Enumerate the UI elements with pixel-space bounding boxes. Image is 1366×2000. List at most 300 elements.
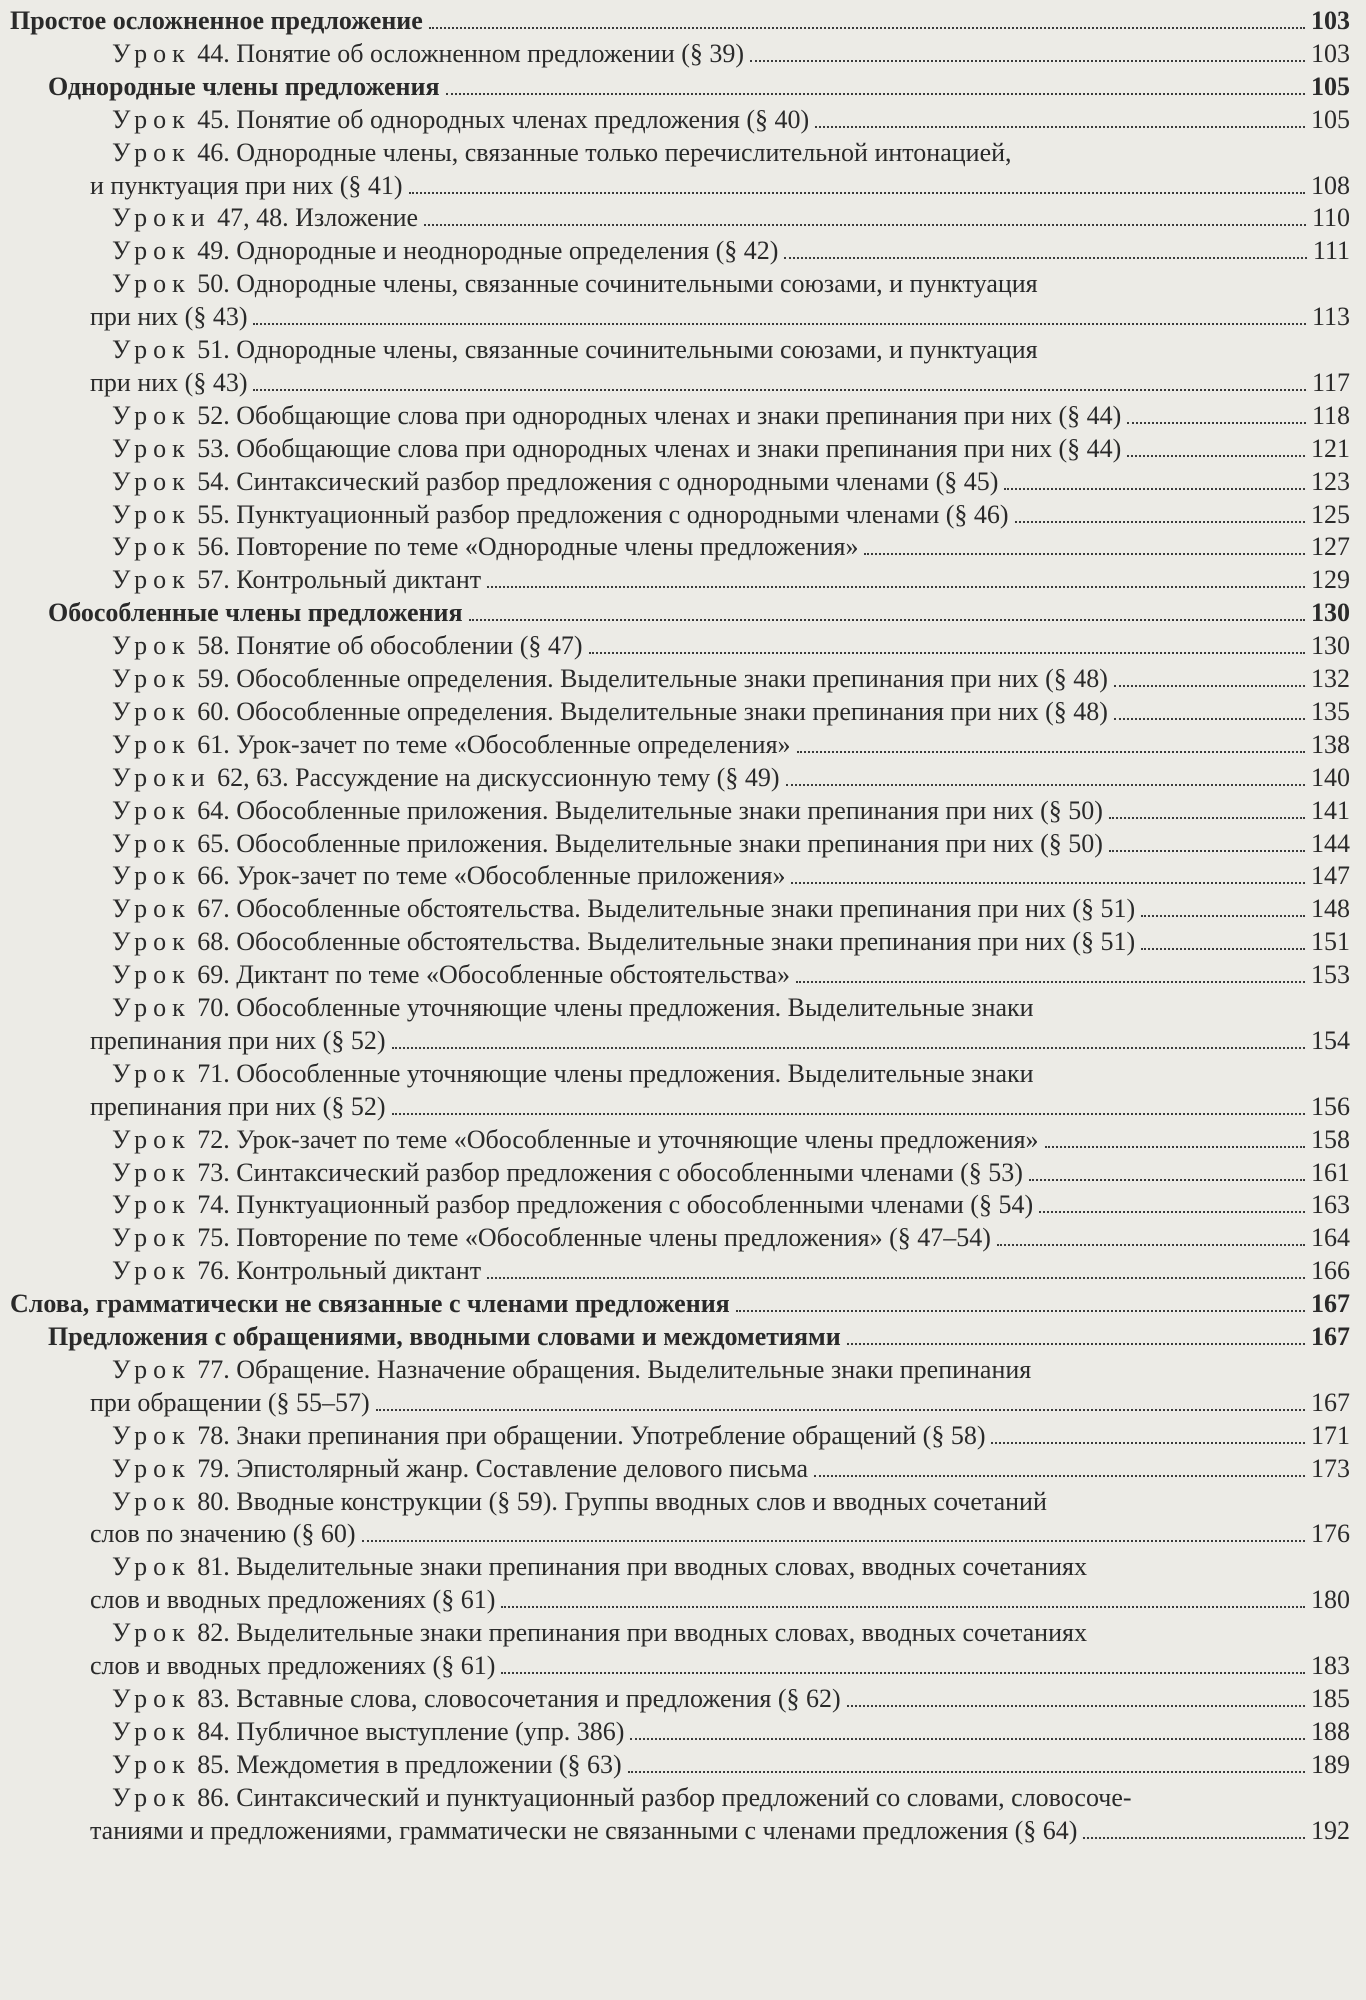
lesson-text — [112, 861, 785, 891]
lesson-label: Урок — [112, 861, 191, 891]
lesson-label: Урок — [112, 1782, 191, 1812]
leader-dots — [796, 981, 1305, 983]
lesson-number: 78. — [197, 1420, 230, 1450]
lesson-label: Урок — [112, 1223, 191, 1253]
lesson-text — [112, 401, 1121, 431]
page-number: 118 — [1311, 400, 1350, 430]
lesson-title: Синтаксический разбор предложения с обособленными членами (§ 53) — [236, 1157, 1023, 1187]
page-number: 176 — [1311, 1519, 1350, 1549]
lesson-text — [112, 1355, 1031, 1384]
page-number: 138 — [1311, 729, 1350, 759]
lesson-title-cont: и пунктуация при них (§ 41) — [90, 170, 403, 200]
lesson-text — [112, 236, 778, 266]
page-number: 158 — [1311, 1124, 1350, 1154]
lesson-text — [112, 927, 1135, 957]
lesson-title-cont: при них (§ 43) — [90, 302, 248, 332]
lesson-label: Урок — [112, 927, 191, 957]
lesson-title-cont: слов и вводных предложениях (§ 61) — [90, 1651, 496, 1680]
lesson-number: 52. — [197, 400, 230, 430]
lesson-text — [112, 1125, 1039, 1155]
lesson-title: Повторение по теме «Обособленные члены предложения» (§ 47–54) — [236, 1223, 991, 1253]
lesson-label: Урок — [112, 38, 191, 68]
lesson-number: 85. — [197, 1749, 230, 1779]
lesson-label: Урок — [112, 532, 191, 562]
lesson-label: Урок — [112, 1683, 191, 1713]
section-title: Однородные члены предложения — [48, 71, 440, 101]
lesson-label: Урок — [112, 466, 191, 496]
lesson-title: Изложение — [295, 203, 419, 233]
lesson-text — [112, 796, 1103, 826]
toc-line — [112, 236, 1350, 266]
lesson-label: Урок — [112, 236, 191, 266]
toc-line — [112, 1256, 1350, 1286]
page-number: 167 — [1311, 1322, 1350, 1351]
page-number: 105 — [1311, 71, 1350, 101]
leader-dots — [1083, 1837, 1305, 1839]
lesson-label: Урок — [112, 1256, 191, 1286]
lesson-text — [112, 730, 791, 760]
lesson-text — [112, 1454, 808, 1484]
lesson-text — [112, 631, 583, 661]
lesson-number: 64. — [197, 795, 230, 825]
lesson-text — [112, 105, 809, 135]
lesson-title: Диктант по теме «Обособленные обстоятельства» — [236, 960, 790, 990]
lesson-title: Рассуждение на дискуссионную тему (§ 49) — [295, 762, 780, 792]
lesson-title: Обращение. Назначение обращения. Выделительные знаки препинания — [236, 1354, 1032, 1384]
page-number: 108 — [1311, 170, 1350, 200]
lesson-title: Понятие об однородных членах предложения (§ 40) — [236, 104, 810, 134]
page-number: 103 — [1311, 38, 1350, 68]
lesson-title: Выделительные знаки препинания при вводных словах, вводных сочетаниях — [236, 1552, 1087, 1582]
page-number: 163 — [1311, 1190, 1350, 1220]
lesson-label: Урок — [112, 400, 191, 430]
lesson-label: Урок — [112, 335, 191, 364]
lesson-number: 55. — [197, 499, 230, 529]
page-number: 129 — [1311, 565, 1350, 595]
leader-dots — [376, 1409, 1305, 1411]
page-number: 103 — [1311, 6, 1350, 35]
leader-dots — [847, 1705, 1305, 1707]
lesson-title: Вставные слова, словосочетания и предложения (§ 62) — [236, 1683, 841, 1713]
lesson-label: Урок — [112, 993, 191, 1022]
toc-line — [48, 72, 1350, 102]
toc-line — [10, 1289, 1350, 1319]
page-number: 185 — [1311, 1683, 1350, 1713]
lesson-number: 77. — [197, 1354, 230, 1384]
page-number: 167 — [1311, 1289, 1350, 1319]
lesson-text — [112, 467, 998, 497]
toc-line — [112, 1783, 1132, 1813]
lesson-text — [112, 1223, 991, 1253]
lesson-number: 69. — [197, 960, 230, 990]
lesson-title: Междометия в предложении (§ 63) — [236, 1749, 622, 1779]
page-number: 135 — [1311, 696, 1350, 726]
lesson-label: Урок — [112, 1190, 191, 1220]
page-number: 171 — [1311, 1420, 1350, 1450]
toc-line — [112, 401, 1350, 431]
lesson-title: Эпистолярный жанр. Составление делового письма — [236, 1453, 809, 1483]
lesson-number: 60. — [197, 696, 230, 726]
toc-line — [112, 796, 1350, 826]
lesson-title: Обособленные приложения. Выделительные знаки препинания при них (§ 50) — [236, 828, 1103, 858]
section-title: Слова, грамматически не связанные с членами предложения — [10, 1289, 730, 1319]
leader-dots — [1045, 1146, 1305, 1148]
lesson-title: Обособленные приложения. Выделительные знаки препинания при них (§ 50) — [236, 795, 1103, 825]
lesson-text — [112, 335, 1038, 364]
leader-dots — [1109, 817, 1305, 819]
lesson-number: 44. — [197, 38, 230, 68]
lesson-title: Понятие об обособлении (§ 47) — [236, 631, 583, 661]
page-number: 156 — [1311, 1091, 1350, 1121]
lesson-title: Однородные члены, связанные только перечислительной интонацией, — [236, 137, 1012, 167]
lesson-label: Урок — [112, 1157, 191, 1187]
page-number: 188 — [1311, 1716, 1350, 1746]
page-number: 125 — [1311, 499, 1350, 529]
lesson-label: Урок — [112, 269, 191, 299]
lesson-number: 62, 63. — [217, 762, 289, 792]
lesson-title-cont: при обращении (§ 55–57) — [90, 1387, 370, 1417]
lesson-label: Урок — [112, 499, 191, 529]
section-title: Обособленные члены предложения — [48, 598, 463, 628]
page-number: 173 — [1311, 1453, 1350, 1483]
page-number: 183 — [1311, 1651, 1350, 1680]
toc-line — [112, 434, 1350, 464]
lesson-number: 71. — [197, 1058, 230, 1088]
leader-dots — [797, 751, 1305, 753]
toc-line — [90, 1651, 1350, 1681]
toc-line — [90, 1816, 1350, 1846]
lesson-title: Синтаксический разбор предложения с однородными членами (§ 45) — [236, 466, 999, 496]
page-number: 161 — [1311, 1157, 1350, 1187]
lesson-text — [112, 565, 481, 595]
lesson-text — [112, 763, 780, 793]
lesson-number: 67. — [197, 894, 230, 924]
toc-line — [112, 1190, 1350, 1220]
toc-line — [112, 532, 1350, 562]
lesson-title: Синтаксический и пунктуационный разбор предложений со словами, словосоче- — [236, 1782, 1132, 1812]
page-number: 117 — [1311, 367, 1350, 397]
toc-line — [112, 1355, 1031, 1385]
leader-dots — [1127, 422, 1306, 424]
leader-dots — [501, 1672, 1305, 1674]
lesson-number: 46. — [197, 137, 230, 167]
page-number: 111 — [1312, 236, 1350, 266]
leader-dots — [362, 1540, 1305, 1542]
leader-dots — [253, 389, 1305, 391]
lesson-text — [112, 532, 858, 562]
page-number: 121 — [1311, 433, 1350, 463]
leader-dots — [1114, 685, 1305, 687]
lesson-number: 76. — [197, 1256, 230, 1286]
leader-dots — [589, 652, 1305, 654]
page-number: 110 — [1311, 203, 1350, 233]
lesson-number: 86. — [197, 1782, 230, 1812]
leader-dots — [1141, 948, 1305, 950]
toc-line — [112, 829, 1350, 859]
leader-dots — [1039, 1211, 1305, 1213]
lesson-title-cont: препинания при них (§ 52) — [90, 1025, 386, 1055]
leader-dots — [1127, 455, 1305, 457]
lesson-text — [112, 1059, 1034, 1088]
leader-dots — [469, 619, 1305, 621]
toc-line — [48, 598, 1350, 628]
lesson-text — [112, 203, 418, 233]
toc-line — [112, 861, 1350, 891]
lesson-text — [112, 993, 1034, 1022]
lesson-label: Урок — [112, 1124, 191, 1154]
toc-line — [112, 565, 1350, 595]
leader-dots — [1029, 1179, 1305, 1181]
page-number: 132 — [1311, 664, 1350, 693]
lesson-label: Урок — [112, 696, 191, 726]
lesson-number: 50. — [197, 269, 230, 299]
lesson-number: 49. — [197, 236, 230, 266]
lesson-number: 65. — [197, 828, 230, 858]
page-number: 189 — [1311, 1749, 1350, 1779]
toc-line — [112, 763, 1350, 793]
toc-line — [112, 203, 1350, 233]
lesson-number: 84. — [197, 1716, 230, 1746]
lesson-number: 68. — [197, 927, 230, 957]
leader-dots — [1114, 718, 1305, 720]
toc-line — [112, 1750, 1350, 1780]
lesson-title-cont: слов и вводных предложениях (§ 61) — [90, 1585, 496, 1615]
lesson-title: Обособленные обстоятельства. Выделительные знаки препинания при них (§ 51) — [236, 894, 1136, 924]
toc-line — [112, 138, 1012, 168]
lesson-title: Повторение по теме «Однородные члены предложения» — [236, 532, 859, 562]
lesson-label: Урок — [112, 137, 191, 167]
lesson-label: Урок — [112, 1486, 191, 1516]
lesson-title: Обособленные уточняющие члены предложения. Выделительные знаки — [236, 993, 1034, 1022]
lesson-number: 75. — [197, 1223, 230, 1253]
lesson-title: Однородные члены, связанные сочинительными союзами, и пунктуация — [236, 269, 1038, 299]
lesson-text — [112, 269, 1038, 298]
toc-line — [112, 1158, 1350, 1188]
lesson-label: Урок — [112, 729, 191, 759]
lesson-text — [112, 138, 1012, 167]
lesson-label: Урок — [112, 828, 191, 858]
lesson-title: Пунктуационный разбор предложения с обособленными членами (§ 54) — [236, 1190, 1034, 1220]
leader-dots — [1109, 850, 1305, 852]
lesson-title: Обособленные определения. Выделительные знаки препинания при них (§ 48) — [236, 664, 1108, 693]
leader-dots — [392, 1047, 1306, 1049]
toc-line — [90, 1092, 1350, 1122]
lesson-text — [112, 829, 1103, 859]
lesson-text — [112, 664, 1108, 694]
leader-dots — [791, 882, 1305, 884]
leader-dots — [446, 93, 1305, 95]
leader-dots — [736, 1310, 1305, 1312]
lesson-label: Урок — [112, 960, 191, 990]
toc-line — [112, 993, 1034, 1023]
leader-dots — [487, 1277, 1305, 1279]
page-number: 113 — [1311, 302, 1350, 332]
page-number: 130 — [1311, 631, 1350, 661]
page-number: 192 — [1311, 1815, 1350, 1845]
page-number: 144 — [1311, 828, 1350, 858]
section-title: Предложения с обращениями, вводными словами и междометиями — [48, 1322, 841, 1351]
lesson-title-cont: препинания при них (§ 52) — [90, 1091, 386, 1121]
lesson-text — [112, 1552, 1087, 1581]
lesson-label: Урок — [112, 894, 191, 924]
toc-line — [90, 302, 1350, 332]
lesson-number: 81. — [197, 1552, 230, 1582]
page-number: 127 — [1311, 532, 1350, 562]
lesson-title: Обособленные уточняющие члены предложения. Выделительные знаки — [236, 1058, 1034, 1088]
toc-line — [112, 1125, 1350, 1155]
lesson-text — [112, 1158, 1023, 1188]
toc-line — [90, 1585, 1350, 1615]
lesson-title: Урок-зачет по теме «Обособленные определения» — [236, 729, 791, 759]
lesson-label: Урок — [112, 1420, 191, 1450]
leader-dots — [784, 257, 1307, 259]
lesson-text — [112, 1256, 481, 1286]
toc-line — [90, 1519, 1350, 1549]
toc-line — [112, 894, 1350, 924]
toc-line — [90, 1026, 1350, 1056]
leader-dots — [253, 323, 1305, 325]
lesson-text — [112, 39, 744, 69]
lesson-title: Обособленные обстоятельства. Выделительные знаки препинания при них (§ 51) — [236, 927, 1136, 957]
page-number: 141 — [1311, 795, 1350, 825]
lesson-number: 56. — [197, 532, 230, 562]
toc-line — [90, 368, 1350, 398]
lesson-label: Урок — [112, 1716, 191, 1746]
lesson-text — [112, 500, 1009, 530]
lesson-title: Однородные и неоднородные определения (§ 42) — [236, 236, 779, 266]
toc-line — [112, 631, 1350, 661]
leader-dots — [1141, 915, 1305, 917]
leader-dots — [786, 784, 1306, 786]
lesson-label: Урок — [112, 433, 191, 463]
leader-dots — [392, 1113, 1306, 1115]
lesson-title: Обобщающие слова при однородных членах и знаки препинания при них (§ 44) — [236, 433, 1122, 463]
lesson-label: Урок — [112, 565, 191, 595]
toc-line — [112, 730, 1350, 760]
leader-dots — [409, 192, 1305, 194]
lesson-text — [112, 434, 1121, 464]
page-number: 180 — [1311, 1585, 1350, 1615]
page-number: 140 — [1311, 762, 1350, 792]
lesson-text — [112, 1618, 1087, 1647]
lesson-label: Урок — [112, 104, 191, 134]
lesson-label: Урок — [112, 1749, 191, 1779]
toc-line — [112, 335, 1038, 365]
page-number: 151 — [1311, 927, 1350, 957]
lesson-number: 51. — [197, 335, 230, 364]
lesson-title: Выделительные знаки препинания при вводных словах, вводных сочетаниях — [236, 1618, 1087, 1648]
toc-line — [112, 1684, 1350, 1714]
lesson-label: Урок — [112, 631, 191, 661]
section-title: Простое осложненное предложение — [10, 6, 423, 35]
toc-line — [112, 960, 1350, 990]
lesson-label: Урок — [112, 1453, 191, 1483]
lesson-title: Обобщающие слова при однородных членах и знаки препинания при них (§ 44) — [236, 400, 1122, 430]
page-number: 164 — [1311, 1223, 1350, 1253]
toc-line — [112, 39, 1350, 69]
lesson-text — [112, 894, 1135, 924]
toc-line — [112, 105, 1350, 135]
leader-dots — [815, 126, 1305, 128]
lesson-title: Контрольный диктант — [236, 1256, 482, 1286]
lesson-text — [112, 960, 790, 990]
lesson-number: 83. — [197, 1683, 230, 1713]
lesson-number: 80. — [197, 1486, 230, 1516]
lesson-number: 73. — [197, 1157, 230, 1187]
lesson-number: 45. — [197, 104, 230, 134]
leader-dots — [864, 553, 1305, 555]
toc-line — [112, 664, 1350, 694]
leader-dots — [1004, 488, 1305, 490]
toc-line — [112, 1552, 1087, 1582]
lesson-number: 59. — [197, 664, 230, 693]
page-number: 123 — [1311, 466, 1350, 496]
lesson-number: 82. — [197, 1618, 230, 1648]
page-number: 167 — [1311, 1387, 1350, 1417]
lesson-number: 72. — [197, 1124, 230, 1154]
page-number: 154 — [1311, 1025, 1350, 1055]
toc-line — [90, 171, 1350, 201]
lesson-label: Урок — [112, 1354, 191, 1384]
lesson-label: Урок — [112, 1058, 191, 1088]
lesson-number: 66. — [197, 861, 230, 891]
toc-line — [112, 467, 1350, 497]
lesson-text — [112, 1190, 1033, 1220]
toc-line — [112, 1618, 1087, 1648]
lesson-text — [112, 1783, 1132, 1812]
toc-line — [90, 1388, 1350, 1418]
leader-dots — [847, 1343, 1305, 1345]
toc-line — [112, 927, 1350, 957]
lesson-title: Обособленные определения. Выделительные знаки препинания при них (§ 48) — [236, 696, 1108, 726]
toc-line — [112, 697, 1350, 727]
toc-line — [112, 1059, 1034, 1089]
leader-dots — [814, 1475, 1305, 1477]
leader-dots — [997, 1244, 1305, 1246]
lesson-text — [112, 1750, 622, 1780]
lesson-number: 79. — [197, 1453, 230, 1483]
leader-dots — [501, 1606, 1305, 1608]
lesson-number: 47, 48. — [217, 203, 289, 233]
page-number: 105 — [1311, 104, 1350, 134]
leader-dots — [630, 1738, 1305, 1740]
toc-line — [112, 269, 1038, 299]
page-number: 148 — [1311, 894, 1350, 924]
lesson-text — [112, 1684, 841, 1714]
lesson-title-cont: при них (§ 43) — [90, 367, 248, 397]
toc-line — [112, 1487, 1047, 1517]
lesson-number: 61. — [197, 729, 230, 759]
lesson-text — [112, 697, 1108, 727]
lesson-text — [112, 1717, 624, 1747]
toc-line — [112, 1223, 1350, 1253]
lesson-number: 57. — [197, 565, 230, 595]
lesson-title: Контрольный диктант — [236, 565, 482, 595]
leader-dots — [1015, 521, 1305, 523]
lesson-label: Урок — [112, 1618, 191, 1648]
lesson-number: 53. — [197, 433, 230, 463]
lesson-title-cont: таниями и предложениями, грамматически не связанными с членами предложения (§ 64) — [90, 1815, 1078, 1845]
lesson-label: Уроки — [112, 762, 211, 792]
lesson-title-cont: слов по значению (§ 60) — [90, 1519, 356, 1549]
lesson-title: Однородные члены, связанные сочинительными союзами, и пунктуация — [236, 335, 1038, 364]
lesson-title: Знаки препинания при обращении. Употребление обращений (§ 58) — [236, 1420, 986, 1450]
lesson-number: 54. — [197, 466, 230, 496]
leader-dots — [628, 1771, 1305, 1773]
leader-dots — [750, 60, 1305, 62]
lesson-title: Пунктуационный разбор предложения с однородными членами (§ 46) — [236, 499, 1009, 529]
lesson-label: Уроки — [112, 203, 211, 233]
